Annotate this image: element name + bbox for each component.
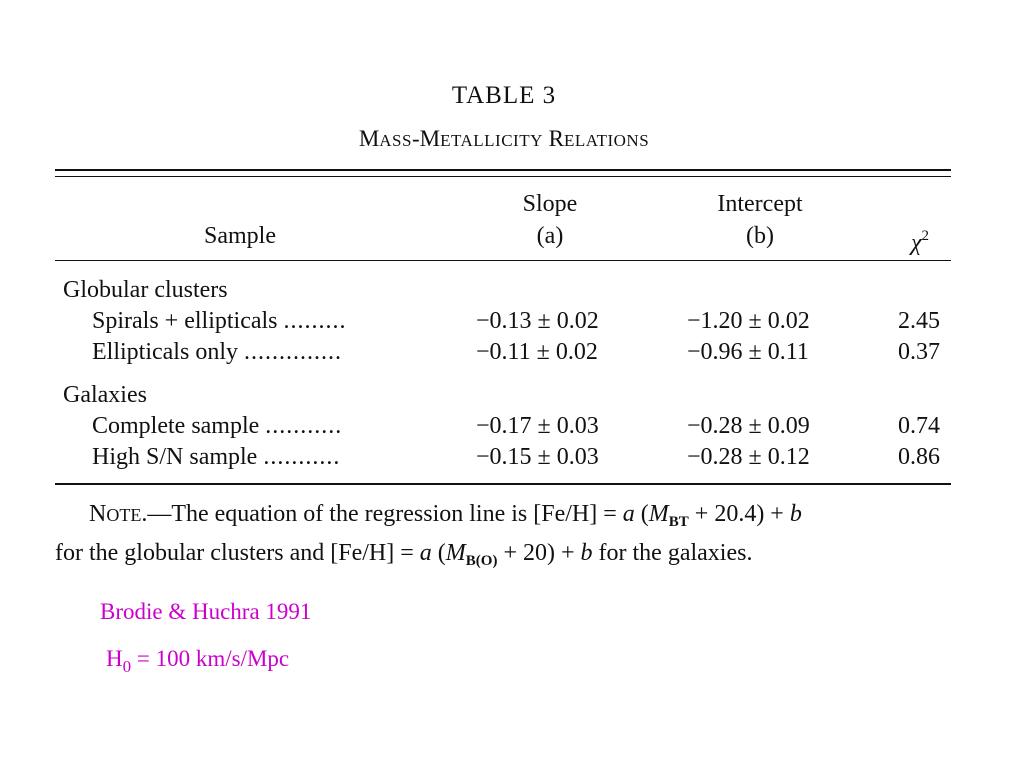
citation: Brodie & Huchra 1991	[100, 599, 312, 624]
row-intercept: −1.20 ± 0.02	[687, 308, 810, 334]
top-rule	[55, 169, 951, 171]
row-intercept: −0.28 ± 0.09	[687, 413, 810, 439]
row-slope: −0.15 ± 0.03	[476, 444, 599, 470]
header-chi-squared: $\chi^2$	[910, 228, 930, 256]
row-label: Ellipticals only ..............	[92, 339, 342, 365]
table-subtitle: MASS-METALLICITY RELATIONS	[358, 126, 650, 151]
header-rule	[55, 260, 951, 261]
table-title: TABLE 3	[451, 82, 557, 109]
header-intercept: Intercept (b)	[717, 191, 803, 249]
group-name: Globular clusters	[63, 277, 228, 303]
row-chi2: 2.45	[898, 308, 940, 334]
row-label: Complete sample ...........	[92, 413, 343, 439]
row-label: Spirals + ellipticals .........	[92, 308, 347, 334]
note-line-2: for the globular clusters and [Fe/H] = a $(M_{B(O)} + 20) + b$ for the galaxies.	[55, 540, 753, 569]
header-sample: Sample	[204, 223, 276, 249]
row-label: High S/N sample ...........	[92, 444, 341, 470]
row-intercept: −0.28 ± 0.12	[687, 444, 810, 470]
hubble-constant: $H_0 = 100$ km/s/Mpc	[106, 646, 290, 676]
row-chi2: 0.37	[898, 339, 940, 365]
row-slope: −0.13 ± 0.02	[476, 308, 599, 334]
row-intercept: −0.96 ± 0.11	[687, 339, 809, 365]
table-note	[55, 499, 965, 577]
row-chi2: 0.74	[898, 413, 940, 439]
row-chi2: 0.86	[898, 444, 940, 470]
row-slope: −0.11 ± 0.02	[476, 339, 598, 365]
group-name: Galaxies	[63, 382, 147, 408]
row-slope: −0.17 ± 0.03	[476, 413, 599, 439]
note-line-1: NOTE.—The equation of the regression line is [Fe/H] = a $(M_{BT} + 20.4) + b$	[89, 501, 802, 530]
top-rule-inner	[55, 176, 951, 177]
bottom-rule	[55, 483, 951, 485]
header-slope: Slope (a)	[522, 191, 578, 249]
